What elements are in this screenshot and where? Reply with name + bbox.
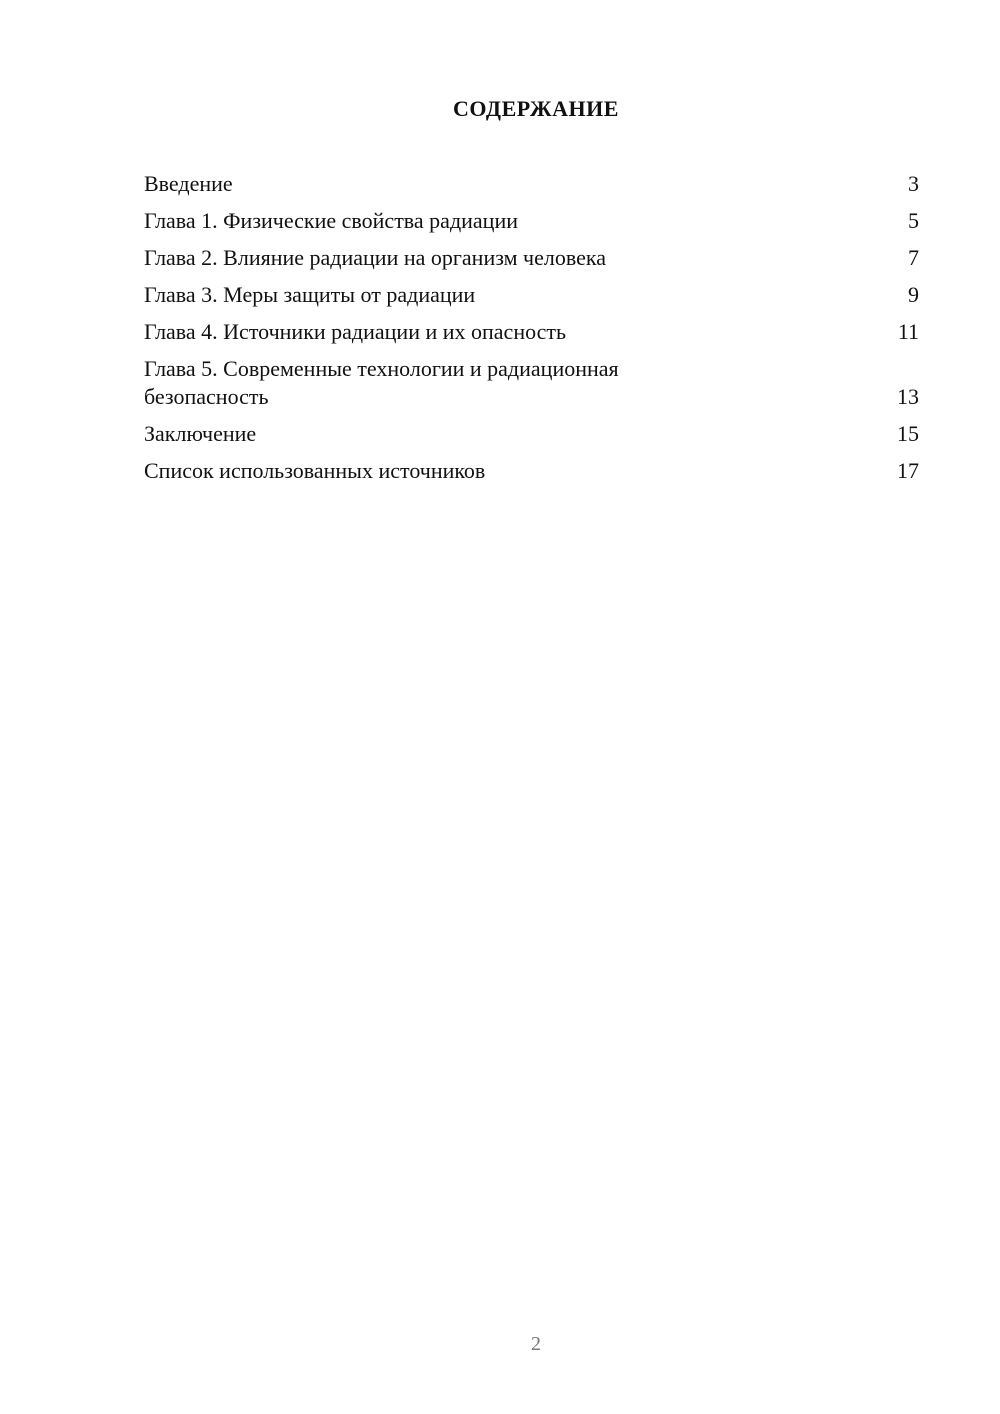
toc-entry-label: Список использованных источников bbox=[144, 458, 486, 483]
toc-entry-page: 7 bbox=[908, 245, 919, 270]
toc-entry-page: 15 bbox=[897, 421, 919, 446]
toc-entry-label: Заключение bbox=[144, 421, 257, 446]
toc-entry bbox=[144, 244, 919, 272]
toc-entry-label: Введение bbox=[144, 171, 233, 196]
toc-entry-label: Глава 1. Физические свойства радиации bbox=[144, 208, 518, 233]
page-title: СОДЕРЖАНИЕ bbox=[453, 96, 619, 121]
toc-entry bbox=[144, 281, 919, 309]
toc-entry-page: 11 bbox=[897, 319, 919, 344]
toc-entry bbox=[144, 457, 919, 485]
page-number: 2 bbox=[531, 1333, 541, 1355]
toc-entry-label: Глава 4. Источники радиации и их опасность bbox=[144, 319, 567, 344]
toc-entry bbox=[144, 207, 919, 235]
toc-entry-label: Глава 5. Современные технологии и радиационная безопасность bbox=[144, 356, 619, 409]
toc-entry bbox=[144, 170, 919, 198]
toc-entry bbox=[144, 318, 919, 346]
toc-entry-page: 13 bbox=[897, 384, 919, 409]
toc-entry bbox=[144, 420, 919, 448]
toc-entry bbox=[144, 355, 919, 411]
toc-entry-page: 3 bbox=[908, 171, 919, 196]
toc-entry-label: Глава 2. Влияние радиации на организм человека bbox=[144, 245, 606, 270]
toc-entry-label: Глава 3. Меры защиты от радиации bbox=[144, 282, 476, 307]
toc-entry-page: 17 bbox=[897, 458, 919, 483]
toc-entry-page: 9 bbox=[908, 282, 919, 307]
table-of-contents bbox=[144, 170, 919, 494]
toc-entry-page: 5 bbox=[908, 208, 919, 233]
